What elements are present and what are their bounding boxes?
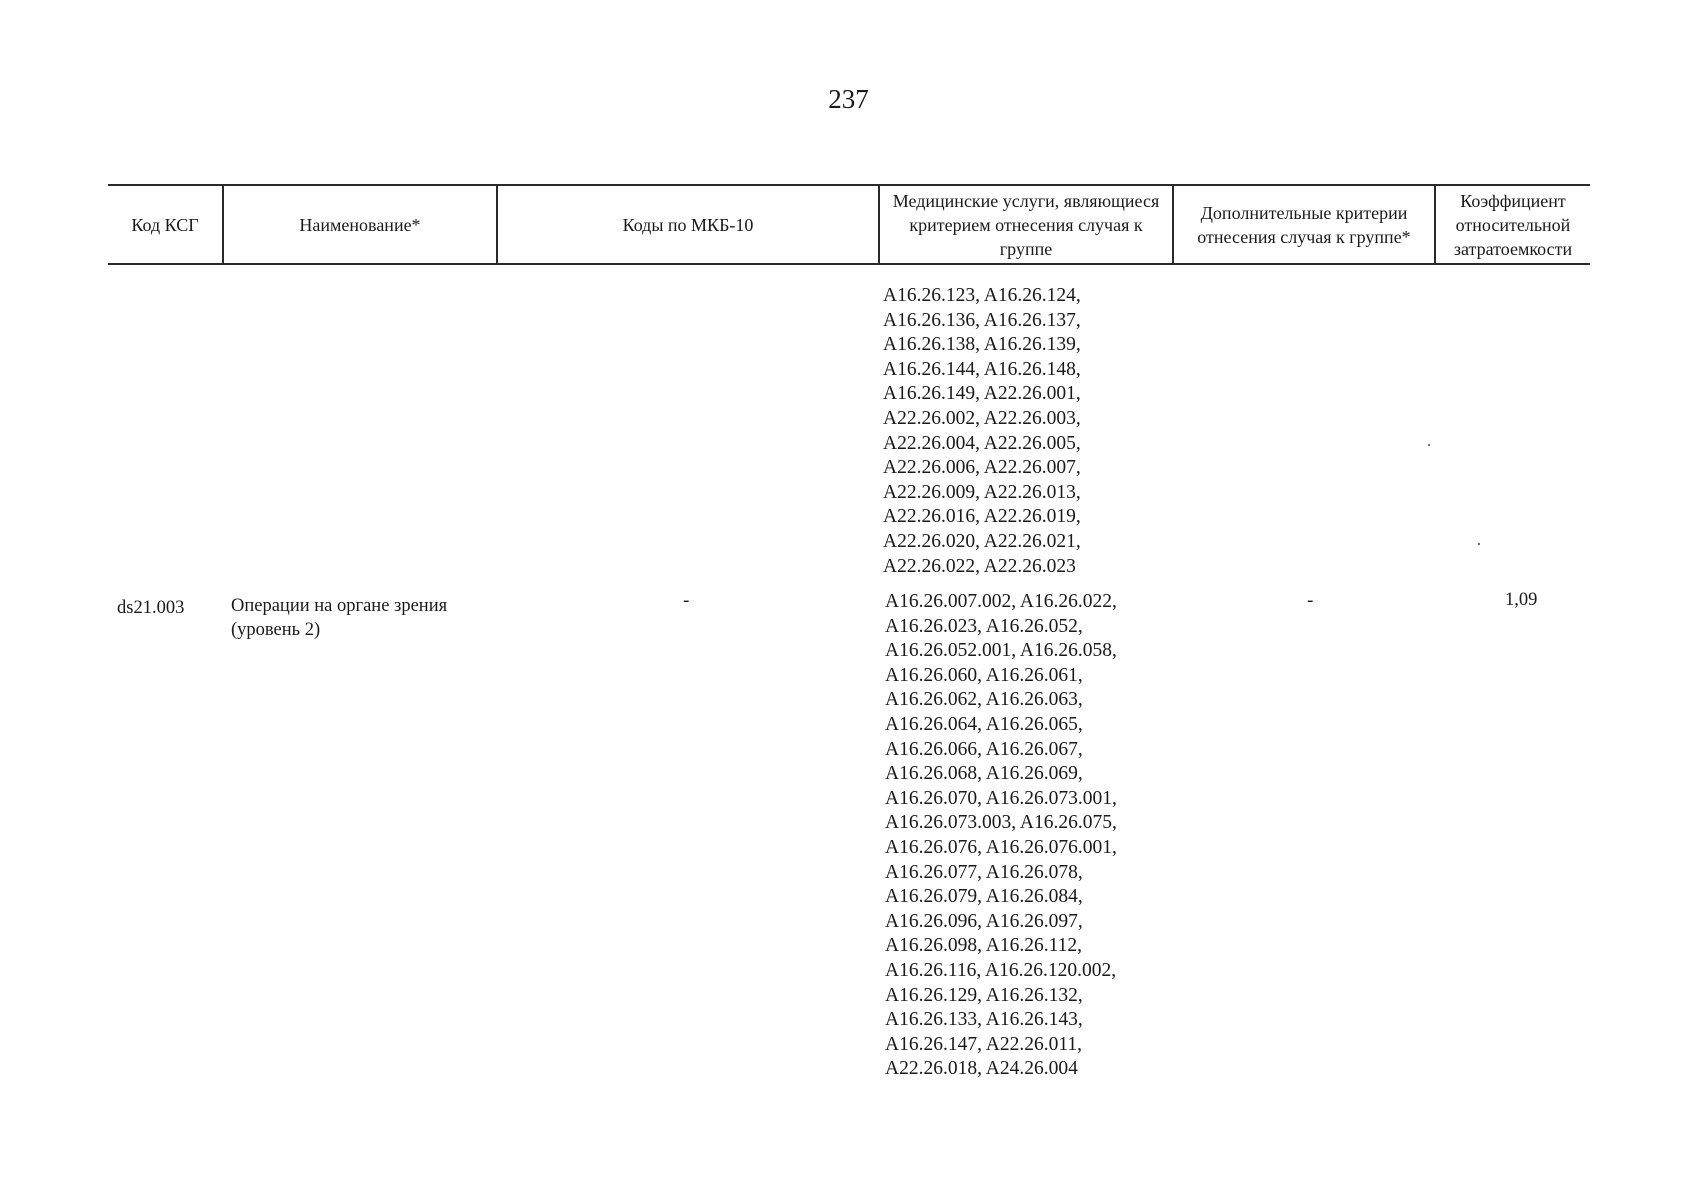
page-number: 237 (828, 84, 869, 114)
row-extra: - (1307, 590, 1314, 611)
header-name: Наименование* (299, 214, 421, 235)
header-mkb: Коды по МКБ-10 (622, 214, 754, 235)
table-header (108, 184, 1590, 265)
row-code: ds21.003 (117, 598, 185, 618)
row-name: Операции на органе зрения (уровень 2) (231, 596, 448, 640)
header-extra: Дополнительные критерии отнесения случая к группе* (1197, 202, 1411, 247)
scan-speck (1478, 543, 1480, 545)
continuation-services: A16.26.123, A16.26.124, A16.26.136, A16.26.137, A16.26.138, A16.26.139, A16.26.144, A16.26.148, A16.26.149, A22.26.001, A22.26.002, A22.26.003, A22.26.004, A22.26.005, A22.26.006, A22.26.007, A22.26.009, A22.26.013, A22.26.016, A22.26.019, A22.26.020, A22.26.021, A22.26.022, A22.26.023 (883, 285, 1081, 577)
scan-speck (1428, 444, 1430, 446)
row-coef: 1,09 (1505, 590, 1538, 610)
header-code: Код КСГ (131, 214, 199, 235)
header-services: Медицинские услуги, являющиеся критерием отнесения случая к группе (892, 190, 1160, 259)
row-mkb: - (683, 590, 690, 611)
header-coef: Коэффициент относительной затратоемкости (1453, 190, 1573, 259)
row-services: A16.26.007.002, A16.26.022, A16.26.023, A16.26.052, A16.26.052.001, A16.26.058, A16.26.060, A16.26.061, A16.26.062, A16.26.063, A16.26.064, A16.26.065, A16.26.066, A16.26.067, A16.26.068, A16.26.069, A16.26.070, A16.26.073.001, A16.26.073.003, A16.26.075, A16.26.076, A16.26.076.001, A16.26.077, A16.26.078, A16.26.079, A16.26.084, A16.26.096, A16.26.097, A16.26.098, A16.26.112, A16.26.116, A16.26.120.002, A16.26.129, A16.26.132, A16.26.133, A16.26.143, A16.26.147, A22.26.011, A22.26.018, A24.26.004 (885, 591, 1117, 1080)
